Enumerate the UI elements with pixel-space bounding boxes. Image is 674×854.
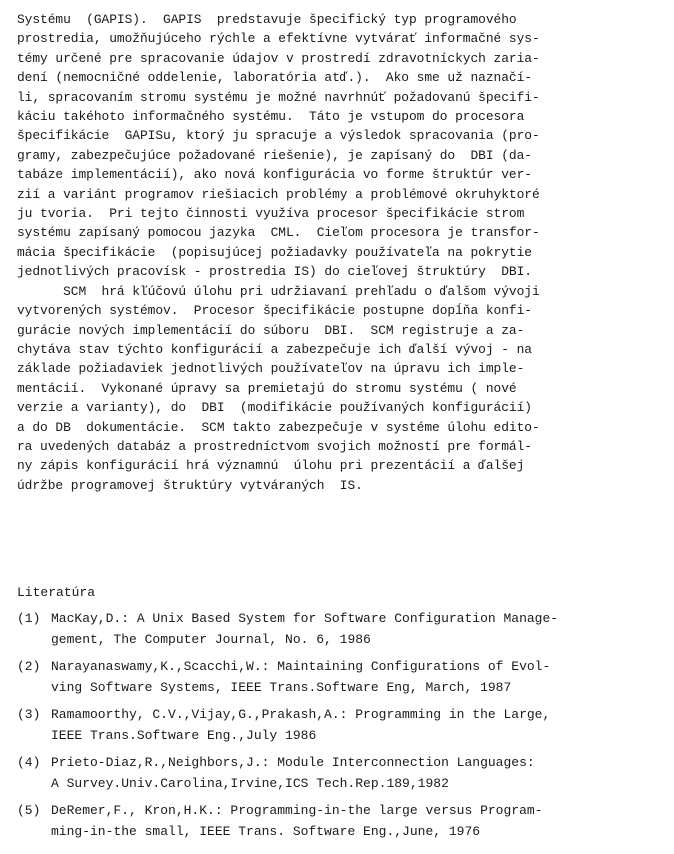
body-line: prostredia, umožňujúceho rýchle a efektívne vytvárať informačné sys- — [17, 31, 540, 47]
body-line: gramy, zabezpečujúce požadované riešenie), je zapísaný do DBI (da- — [17, 147, 532, 163]
reference-number: (5) — [17, 803, 41, 818]
reference-line: A Survey.Univ.Carolina,Irvine,ICS Tech.Rep.189,1982 — [51, 776, 449, 791]
body-line: verzie a varianty), do DBI (modifikácie používaných konfigurácií) — [17, 400, 532, 416]
body-line: Systému (GAPIS). GAPIS predstavuje špecifický typ programového — [17, 12, 517, 27]
reference-number: (2) — [17, 659, 41, 674]
reference-item — [17, 752, 667, 800]
reference-line: MacKay,D.: A Unix Based System for Software Configuration Manage- — [51, 611, 559, 626]
reference-number: (1) — [17, 611, 41, 626]
body-line: špecifikácie GAPISu, ktorý ju spracuje a výsledok spracovania (pro- — [17, 128, 540, 144]
reference-item — [17, 704, 667, 752]
body-line: li, spracovaním stromu systému je možné navrhnúť požadovanú špecifi- — [17, 89, 540, 105]
reference-number: (4) — [17, 755, 41, 770]
reference-item — [17, 800, 667, 848]
body-line: a do DB dokumentácie. SCM takto zabezpečuje v systéme úlohu edito- — [17, 419, 540, 435]
body-line: zií a variánt programov riešiacich problémy a problémové okruhyktoré — [17, 186, 540, 202]
body-line: chytáva stav týchto konfigurácií a zabezpečuje ich ďalší vývoj - na — [17, 341, 532, 357]
body-line: ra uvedených databáz a prostredníctvom svojich možností pre formál- — [17, 438, 532, 454]
body-line: ny zápis konfigurácií hrá významnú úlohu pri prezentácií a ďalšej — [17, 458, 525, 474]
body-line: systému zapísaný pomocou jazyka CML. Cieľom procesora je transfor- — [17, 225, 540, 241]
references-heading: Literatúra — [17, 585, 96, 600]
body-line: jednotlivých pracovísk - prostredia IS) do cieľovej štruktúry DBI. — [17, 264, 532, 280]
reference-line: IEEE Trans.Software Eng.,July 1986 — [51, 728, 317, 743]
body-line: tabáze implementácií), ako nová konfigurácia vo forme štruktúr ver- — [17, 167, 532, 183]
body-text — [17, 10, 665, 495]
reference-item — [17, 608, 667, 656]
reference-line: Narayanaswamy,K.,Scacchi,W.: Maintaining Configurations of Evol- — [51, 659, 551, 674]
reference-line: ving Software Systems, IEEE Trans.Software Eng, March, 1987 — [51, 680, 512, 695]
body-line: mentácií. Vykonané úpravy sa premietajú do stromu systému ( nové — [17, 380, 517, 396]
reference-line: gement, The Computer Journal, No. 6, 1986 — [51, 632, 371, 647]
reference-line: ming-in-the small, IEEE Trans. Software Eng.,June, 1976 — [51, 824, 481, 839]
reference-line: Ramamoorthy, C.V.,Vijay,G.,Prakash,A.: Programming in the Large, — [51, 707, 551, 722]
body-line: ju tvoria. Pri tejto činnosti využíva procesor špecifikácie strom — [17, 206, 525, 222]
references-list — [17, 608, 667, 848]
body-line: dení (nemocničné oddelenie, laboratória atď.). Ako sme už naznačí- — [17, 70, 532, 86]
reference-line: DeRemer,F., Kron,H.K.: Programming-in-the large versus Program- — [51, 803, 543, 818]
body-line: káciu takéhoto informačného systému. Táto je vstupom do procesora — [17, 109, 525, 125]
body-line: základe požiadaviek jednotlivých používateľov na úpravu ich imple- — [17, 361, 525, 377]
body-line: mácia špecifikácie (popisujúcej požiadavky používateľa na pokrytie — [17, 244, 532, 260]
reference-number: (3) — [17, 707, 41, 722]
reference-item — [17, 656, 667, 704]
body-line: gurácie nových implementácií do súboru DBI. SCM registruje a za- — [17, 322, 525, 338]
body-line: SCM hrá kľúčovú úlohu pri udržiavaní prehľadu o ďalšom vývoji — [17, 283, 540, 299]
reference-line: Prieto-Diaz,R.,Neighbors,J.: Module Interconnection Languages: — [51, 755, 535, 770]
body-line: údržbe programovej štruktúry vytváraných IS. — [17, 477, 363, 493]
body-line: vytvorených systémov. Procesor špecifikácie postupne dopĺňa konfi- — [17, 303, 532, 319]
body-line: témy určené pre spracovanie údajov v prostredí zdravotníckych zaria- — [17, 50, 540, 66]
